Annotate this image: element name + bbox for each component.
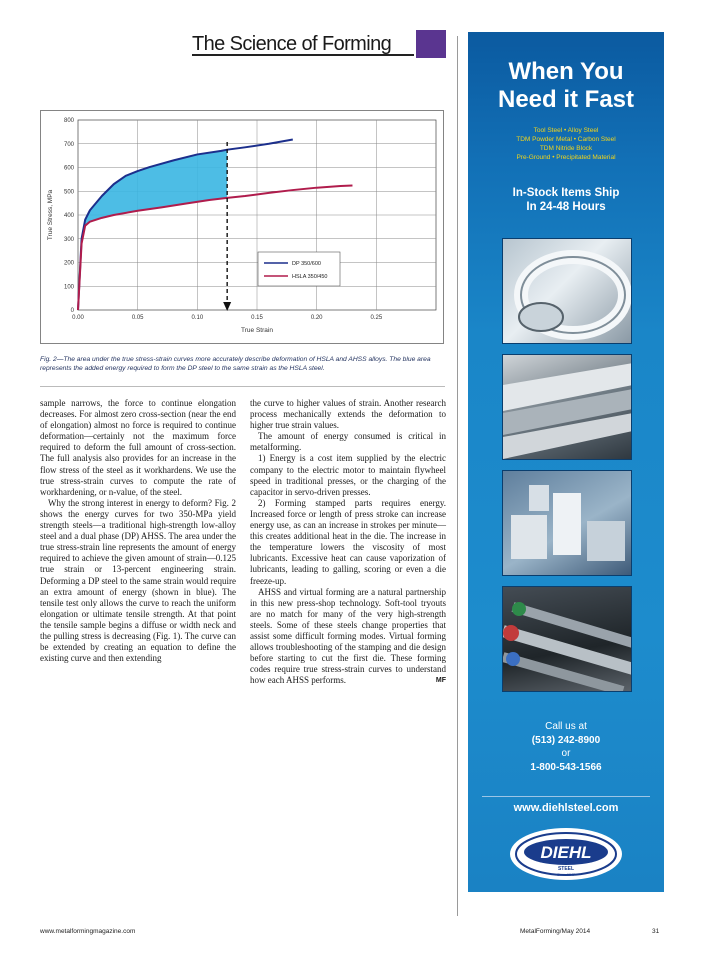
x-tick-label: 0.10 bbox=[191, 315, 204, 321]
ad-divider bbox=[482, 796, 650, 797]
ad-shipping-promise bbox=[468, 186, 664, 214]
chart-frame bbox=[41, 111, 444, 344]
paragraph bbox=[250, 587, 446, 687]
ad-product-line: TDM Powder Metal • Carbon Steel bbox=[516, 136, 616, 143]
ad-headline-line: When You bbox=[508, 58, 624, 85]
x-tick-label: 0.00 bbox=[72, 315, 84, 321]
x-tick-label: 0.20 bbox=[310, 315, 323, 321]
x-tick-label: 0.25 bbox=[370, 315, 383, 321]
logo-wordmark: DIEHL bbox=[540, 843, 592, 862]
paragraph: 1) Energy is a cost item supplied by the electric company to the electric motor to maintain flywheel speed in traditional presses, or the charging of the capacitor in servo-driven presses. bbox=[250, 453, 446, 497]
page-number: 31 bbox=[652, 928, 660, 935]
figure-caption: Fig. 2—The area under the true stress-strain curves more accurately describe deformation of HSLA and AHSS alloys. The blue area represents the added energy required to form the DP steel to the same strain as the HSLA steel. bbox=[40, 356, 431, 372]
footer-website[interactable]: www.metalformingmagazine.com bbox=[40, 928, 136, 935]
y-tick-label: 500 bbox=[63, 189, 74, 196]
paragraph: The amount of energy consumed is critical in metalforming. bbox=[250, 431, 446, 453]
ad-product-line: Pre-Ground • Precipitated Material bbox=[516, 154, 616, 161]
section-accent-block bbox=[416, 30, 446, 58]
steel-flat-bars-photo bbox=[502, 354, 632, 460]
paragraph: 2) Forming stamped parts requires energy. Increased force or length of press stroke can increase energy use, as can an increase in strokes per minute—this creates additional heat in the die. The increase in the temperature lowers the viscosity of most lubricants. Excessive heat can cause vaporization of lubricants, leading to galling, scoring or even a die freeze-up. bbox=[250, 497, 446, 586]
y-tick-label: 0 bbox=[70, 308, 74, 314]
legend-box bbox=[258, 252, 340, 286]
ad-shipping-line: In-Stock Items Ship bbox=[512, 187, 620, 199]
logo-tagline: Since 1947 bbox=[557, 873, 575, 877]
diehl-steel-advertisement[interactable] bbox=[468, 32, 664, 892]
x-tick-label: 0.05 bbox=[131, 315, 144, 321]
y-tick-label: 300 bbox=[63, 236, 74, 243]
article-column-left bbox=[40, 398, 236, 664]
y-tick-label: 200 bbox=[63, 260, 74, 267]
legend-label-dp: DP 350/600 bbox=[292, 261, 321, 267]
stress-strain-chart bbox=[40, 110, 444, 344]
call-label: Call us at bbox=[545, 721, 587, 732]
ad-website-link[interactable]: www.diehlsteel.com bbox=[513, 802, 619, 814]
y-tick-label: 800 bbox=[63, 118, 74, 124]
ad-headline-line: Need it Fast bbox=[497, 86, 635, 113]
paragraph: the curve to higher values of strain. Another research process mechanically extends the deformation to higher true strain values. bbox=[250, 398, 446, 431]
caption-divider bbox=[40, 386, 445, 387]
legend-label-hsla: HSLA 350/450 bbox=[292, 274, 328, 280]
ad-product-list bbox=[468, 126, 664, 162]
x-tick-label: 0.15 bbox=[251, 315, 263, 321]
steel-rings-photo bbox=[502, 238, 632, 344]
y-tick-label: 100 bbox=[63, 284, 74, 291]
paragraph: Why the strong interest in energy to deform? Fig. 2 shows the energy curves for two 350-MPa yield strength steels—a traditional high-strength low-alloy steel and a dual phase (DP) AHSS. The area under the true stress-strain line represents the amount of energy required to achieve the given amount of strain—0.125 true strain or 13-percent engineering strain. Deforming a DP steel to the same strain would require an extra amount of energy (shown in blue). The tensile test only allows the curve to reach the uniform elongation or ultimate tensile strength. At that point the tensile sample begins a diffuse or width neck and the pulling stress is decreasing (Fig. 1). The curve can be extended by creating an equation to define the existing curve and then extending bbox=[40, 497, 236, 664]
x-axis-label: True Strain bbox=[241, 327, 273, 334]
y-tick-label: 600 bbox=[63, 165, 74, 172]
ad-product-line: Tool Steel • Alloy Steel bbox=[533, 127, 599, 134]
phone-number-tollfree[interactable]: 1-800-543-1566 bbox=[530, 761, 602, 773]
article-column-right bbox=[250, 398, 446, 686]
ad-shipping-line: In 24-48 Hours bbox=[526, 201, 606, 213]
column-divider bbox=[457, 36, 458, 916]
y-tick-label: 400 bbox=[63, 213, 74, 219]
end-of-article-mark: MF bbox=[435, 677, 446, 685]
ad-contact bbox=[468, 720, 664, 774]
y-axis-label: True Stress, MPa bbox=[47, 189, 54, 241]
y-axis-ticks bbox=[64, 118, 75, 314]
chart-legend bbox=[258, 252, 340, 286]
paragraph: sample narrows, the force to continue elongation decreases. For almost zero cross-section (near the end of elongation) almost no force is required to continue deformation—certainly not the maximum force required to deform the full amount of cross-section. The full analysis also provides for an increase in the flow stress of the steel as it workhardens. We use the true stress-strain curves to compute the rate of workhardening, or n-value, of the steel. bbox=[40, 398, 236, 497]
footer-issue: MetalForming/May 2014 bbox=[520, 928, 591, 935]
or-label: or bbox=[561, 748, 571, 759]
steel-blocks-photo bbox=[502, 470, 632, 576]
ad-product-line: TDM Nitride Block bbox=[539, 145, 593, 152]
y-tick-label: 700 bbox=[63, 141, 74, 148]
section-title: The Science of Forming bbox=[192, 32, 414, 56]
phone-number-local[interactable]: (513) 242-8900 bbox=[531, 734, 601, 746]
ad-headline bbox=[468, 58, 664, 114]
diehl-steel-logo bbox=[508, 826, 624, 882]
paragraph-text: AHSS and virtual forming are a natural partnership in this new press-shop technology. Soft-tool tryouts are no match for many of the very high-strength steels. Some of these steels change properties that assist some difficult forming modes. Virtual forming allows troubleshooting of the stamping and die design before starting to cut the first die. These forming codes require true stress-strain curves to understand how each AHSS performs. bbox=[250, 586, 446, 686]
steel-round-bars-photo bbox=[502, 586, 632, 692]
logo-subtitle: STEEL bbox=[557, 866, 575, 872]
